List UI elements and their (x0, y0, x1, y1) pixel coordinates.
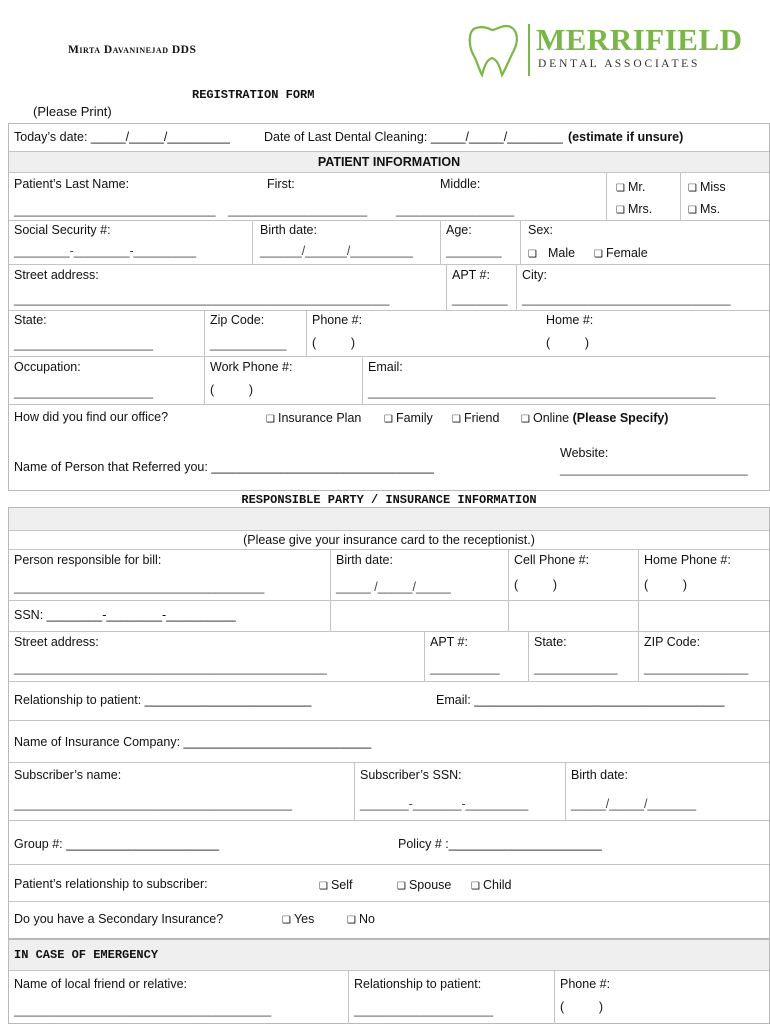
sex-female-checkbox[interactable]: ❑ Female (594, 246, 648, 260)
last-cleaning-field[interactable]: Date of Last Dental Cleaning: _____/_____/________ (264, 130, 563, 144)
emergency-name-field[interactable]: _____________________________________ (14, 1003, 272, 1017)
online-checkbox[interactable]: ❑ Online (Please Specify) (521, 411, 668, 425)
secondary-yes-checkbox[interactable]: ❑ Yes (282, 912, 314, 926)
resp-apt-label: APT #: (430, 635, 468, 649)
phone-label: Phone #: (312, 313, 363, 327)
title-ms-checkbox[interactable]: ❑ Ms. (688, 202, 720, 216)
emergency-name-label: Name of local friend or relative: (14, 977, 187, 991)
relationship-subscriber-label: Patient’s relationship to subscriber: (14, 877, 208, 891)
email-field[interactable]: __________________________________________________ (368, 385, 716, 399)
self-checkbox[interactable]: ❑ Self (319, 878, 353, 892)
resp-state-field[interactable]: ____________ (534, 661, 618, 675)
secondary-no-checkbox[interactable]: ❑ No (347, 912, 375, 926)
state-label: State: (14, 313, 47, 327)
please-print: (Please Print) (33, 104, 112, 119)
street-field[interactable]: ______________________________________________________ (14, 292, 390, 306)
email-label: Email: (368, 360, 403, 374)
zip-label: Zip Code: (210, 313, 265, 327)
resp-zip-field[interactable]: _______________ (644, 661, 749, 675)
ssn-label: Social Security #: (14, 223, 111, 237)
tooth-logo-icon (466, 20, 526, 78)
website-label: Website: (560, 446, 609, 460)
subscriber-birth-label: Birth date: (571, 768, 628, 782)
resp-apt-field[interactable]: __________ (430, 661, 500, 675)
referred-field[interactable]: Name of Person that Referred you: ________________________________ (14, 460, 434, 474)
child-checkbox[interactable]: ❑ Child (471, 878, 511, 892)
secondary-insurance-label: Do you have a Secondary Insurance? (14, 912, 224, 926)
middle-name-field[interactable]: _________________ (396, 203, 515, 217)
work-phone-field[interactable]: ( ) (210, 383, 254, 397)
emergency-relationship-label: Relationship to patient: (354, 977, 482, 991)
city-label: City: (522, 268, 547, 282)
subscriber-birth-field[interactable]: _____/_____/_______ (571, 797, 697, 811)
subscriber-name-field[interactable]: ________________________________________ (14, 797, 293, 811)
form-title: REGISTRATION FORM (192, 88, 315, 102)
insurance-card-note: (Please give your insurance card to the receptionist.) (243, 533, 535, 547)
apt-label: APT #: (452, 268, 490, 282)
street-label: Street address: (14, 268, 99, 282)
policy-field[interactable]: Policy # :______________________ (398, 837, 602, 851)
zip-field[interactable]: ___________ (210, 337, 287, 351)
age-label: Age: (446, 223, 472, 237)
person-responsible-field[interactable]: ____________________________________ (14, 580, 265, 594)
occupation-field[interactable]: ____________________ (14, 385, 154, 399)
emergency-phone-label: Phone #: (560, 977, 611, 991)
subscriber-ssn-field[interactable]: _______-_______-_________ (360, 797, 529, 811)
responsible-section (8, 507, 770, 939)
doctor-name: Mirta Davaninejad DDS (68, 44, 197, 56)
middle-name-label: Middle: (440, 177, 481, 191)
insurance-company-field[interactable]: Name of Insurance Company: ___________________________ (14, 735, 372, 749)
city-field[interactable]: ______________________________ (522, 292, 731, 306)
responsible-header: RESPONSIBLE PARTY / INSURANCE INFORMATION (241, 493, 537, 507)
group-field[interactable]: Group #: ______________________ (14, 837, 220, 851)
person-responsible-label: Person responsible for bill: (14, 553, 162, 567)
cell-phone-label: Cell Phone #: (514, 553, 590, 567)
title-miss-checkbox[interactable]: ❑ Miss (688, 180, 726, 194)
first-name-field[interactable]: ____________________ (228, 203, 368, 217)
state-field[interactable]: ____________________ (14, 337, 154, 351)
resp-street-field[interactable]: _____________________________________________ (14, 661, 327, 675)
logo-name: MERRIFIELD (536, 22, 743, 57)
find-office-label: How did you find our office? (14, 410, 169, 424)
occupation-label: Occupation: (14, 360, 81, 374)
title-mr-checkbox[interactable]: ❑ Mr. (616, 180, 645, 194)
resp-state-label: State: (534, 635, 567, 649)
sex-label: Sex: (528, 223, 554, 237)
resp-home-phone-label: Home Phone #: (644, 553, 731, 567)
title-mrs-checkbox[interactable]: ❑ Mrs. (616, 202, 652, 216)
subscriber-name-label: Subscriber’s name: (14, 768, 122, 782)
apt-field[interactable]: ________ (452, 292, 508, 306)
birth-date-field[interactable]: ______/______/_________ (260, 244, 413, 258)
estimate-note: (estimate if unsure) (568, 130, 684, 144)
resp-relationship-field[interactable]: Relationship to patient: ________________________ (14, 693, 312, 707)
patient-info-header: PATIENT INFORMATION (317, 155, 461, 169)
website-field[interactable]: ___________________________ (560, 462, 748, 476)
todays-date-field[interactable]: Today’s date: _____/_____/_________ (14, 130, 230, 144)
work-phone-label: Work Phone #: (210, 360, 293, 374)
last-name-field[interactable]: _____________________________ (14, 203, 216, 217)
emergency-phone-field[interactable]: ( ) (560, 1000, 604, 1014)
cell-phone-field[interactable]: ( ) (514, 578, 558, 592)
spouse-checkbox[interactable]: ❑ Spouse (397, 878, 451, 892)
home-phone-field[interactable]: ( ) (546, 336, 590, 350)
sex-male-checkbox[interactable]: ❑ Male (528, 246, 575, 260)
resp-street-label: Street address: (14, 635, 99, 649)
resp-email-field[interactable]: Email: ____________________________________ (436, 693, 725, 707)
insurance-plan-checkbox[interactable]: ❑ Insurance Plan (266, 411, 361, 425)
resp-zip-label: ZIP Code: (644, 635, 701, 649)
friend-checkbox[interactable]: ❑ Friend (452, 411, 499, 425)
birth-date-label: Birth date: (260, 223, 317, 237)
ssn-field[interactable]: ________-________-_________ (14, 244, 197, 258)
resp-birth-label: Birth date: (336, 553, 393, 567)
logo-divider (528, 24, 530, 76)
resp-birth-field[interactable]: _____ /_____/_____ (336, 580, 451, 594)
last-name-label: Patient’s Last Name: (14, 177, 130, 191)
emergency-relationship-field[interactable]: ____________________ (354, 1003, 494, 1017)
home-phone-label: Home #: (546, 313, 594, 327)
first-name-label: First: (267, 177, 295, 191)
family-checkbox[interactable]: ❑ Family (384, 411, 433, 425)
age-field[interactable]: ________ (446, 244, 502, 258)
emergency-header: IN CASE OF EMERGENCY (14, 948, 159, 962)
resp-ssn-field[interactable]: SSN: ________-________-__________ (14, 608, 236, 622)
logo-subtitle: D E N T A L A S S O C I A T E S (538, 58, 698, 70)
resp-home-phone-field[interactable]: ( ) (644, 578, 688, 592)
phone-field[interactable]: ( ) (312, 336, 356, 350)
logo (466, 20, 756, 78)
subscriber-ssn-label: Subscriber’s SSN: (360, 768, 462, 782)
